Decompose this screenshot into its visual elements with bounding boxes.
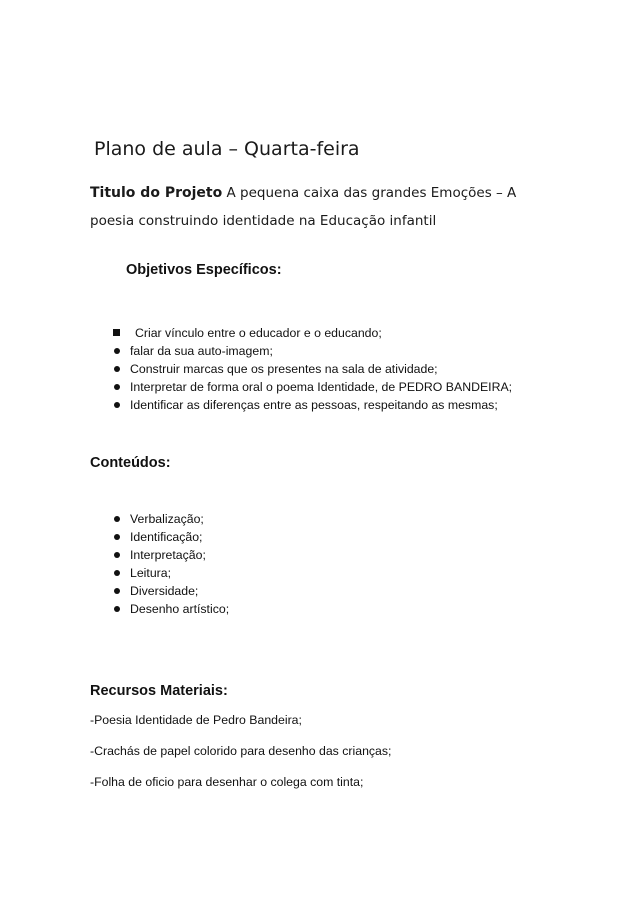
resource-line: -Poesia Identidade de Pedro Bandeira; — [90, 713, 302, 727]
list-item: Verbalização; — [130, 510, 229, 528]
contents-heading: Conteúdos: — [90, 455, 171, 471]
project-title-block — [90, 179, 560, 235]
bullet-icon — [114, 348, 120, 354]
page-title: Plano de aula – Quarta-feira — [94, 138, 360, 160]
list-item: Leitura; — [130, 564, 229, 582]
list-item: Interpretar de forma oral o poema Identidade, de PEDRO BANDEIRA; — [130, 378, 512, 396]
objectives-heading: Objetivos Específicos: — [126, 262, 282, 278]
bullet-icon — [114, 384, 120, 390]
list-item: Interpretação; — [130, 546, 229, 564]
square-bullet-icon — [113, 329, 120, 336]
bullet-icon — [114, 366, 120, 372]
project-label: Titulo do Projeto — [90, 185, 223, 201]
objectives-list — [130, 324, 512, 414]
bullet-icon — [114, 552, 120, 558]
resources-heading: Recursos Materiais: — [90, 683, 228, 699]
list-item: Criar vínculo entre o educador e o educando; — [130, 324, 512, 342]
list-item: Construir marcas que os presentes na sala de atividade; — [130, 360, 512, 378]
bullet-icon — [114, 516, 120, 522]
list-item: Identificação; — [130, 528, 229, 546]
list-item: Desenho artístico; — [130, 600, 229, 618]
project-name: A pequena caixa das grandes Emoções – A poesia construindo identidade na Educação infantil — [90, 185, 517, 229]
bullet-icon — [114, 570, 120, 576]
contents-list — [130, 510, 229, 618]
bullet-icon — [114, 534, 120, 540]
bullet-icon — [114, 588, 120, 594]
resource-line: -Crachás de papel colorido para desenho das crianças; — [90, 744, 392, 758]
bullet-icon — [114, 606, 120, 612]
list-item: Diversidade; — [130, 582, 229, 600]
bullet-icon — [114, 402, 120, 408]
list-item: Identificar as diferenças entre as pessoas, respeitando as mesmas; — [130, 396, 512, 414]
resource-line: -Folha de oficio para desenhar o colega com tinta; — [90, 775, 364, 789]
list-item: falar da sua auto-imagem; — [130, 342, 512, 360]
